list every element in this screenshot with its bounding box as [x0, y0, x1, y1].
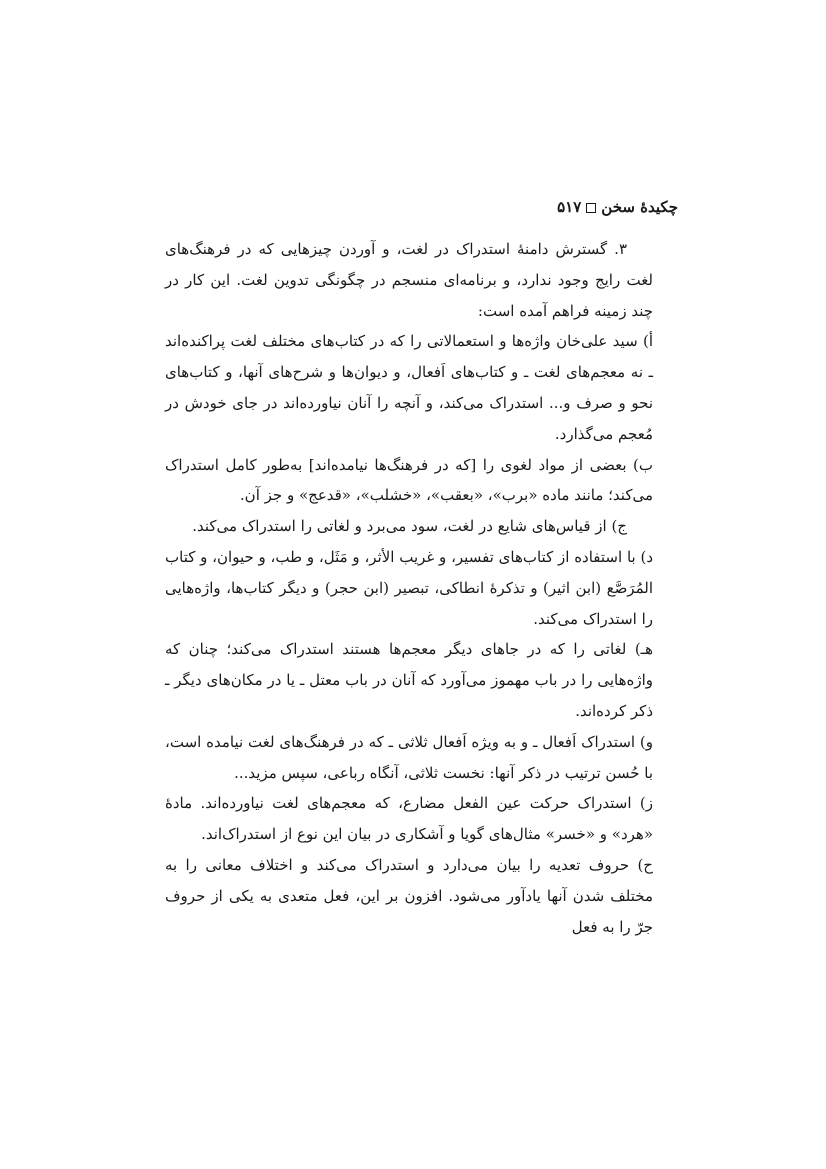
paragraph-he: هـ) لغاتی را که در جاهای دیگر معجم‌ها هستند استدراک می‌کند؛ چنان که واژه‌هایی را در باب مهموز می‌آورد که آنان در باب معتل ـ یا در مکان‌های دیگر ـ ذکر کرده‌اند. [165, 640, 653, 720]
body-text [165, 234, 653, 942]
paragraph-alef: أ) سید علی‌خان واژه‌ها و استعمالاتی را که در کتاب‌های مختلف لغت پراکنده‌اند ـ نه معجم‌های لغت ـ و کتاب‌های اَفعال، و دیوان‌ها و شرح‌های آنها، و کتاب‌های نحو و صرف و... استدراک می‌کند، و آنچه را آنان نیاورده‌اند در جای خودش در مُعجم می‌گذارد. [165, 332, 653, 443]
running-header [138, 196, 678, 218]
page-number: ۵۱۷ [557, 198, 582, 216]
header-title: چکیدهٔ سخن [601, 198, 678, 216]
square-bullet-icon [586, 203, 596, 213]
paragraph-vav: و) استدراک اَفعال ـ و به ویژه اَفعال ثلاثی ـ که در فرهنگ‌های لغت نیامده است، با حُسن ترتیب در ذکر آنها: نخست ثلاثی، آنگاه رباعی، سپس مزید... [165, 732, 653, 782]
paragraph-ze: ز) استدراک حرکت عین الفعل مضارع، که معجم‌های لغت نیاورده‌اند. مادهٔ «هرد» و «خسر» مثال‌های گویا و آشکاری در بیان این نوع از استدراک‌اند. [165, 794, 653, 844]
paragraph-jim: ج) از قیاس‌های شایع در لغت، سود می‌برد و لغاتی را استدراک می‌کند. [192, 517, 627, 536]
paragraph-be: ب) بعضی از مواد لغوی را [که در فرهنگ‌ها نیامده‌اند] به‌طور کامل استدراک می‌کند؛ مانند ماده «برب»، «بعقب»، «خشلب»، «قدعج» و جز آن. [165, 455, 653, 505]
paragraph-he-jimi: ح) حروف تعدیه را بیان می‌دارد و استدراک می‌کند و اختلاف معانی را به مختلف شدن آنها یادآور می‌شود. افزون بر این، فعل متعدی به یکی از حروف جرّ را به فعل [165, 855, 653, 936]
paragraph-dal: د) با استفاده از کتاب‌های تفسیر، و غریب الأثر، و مَثَل، و طب، و حیوان، و کتاب المُرَصَّع (ابن اثیر) و تذکرهٔ انطاکی، تبصیر (ابن حجر) و دیگر کتاب‌ها، واژه‌هایی را استدراک می‌کند. [165, 547, 653, 628]
paragraph-item-3: ۳. گسترش دامنهٔ استدراک در لغت، و آوردن چیزهایی که در فرهنگ‌های لغت رایج وجود ندارد، و برنامه‌ای منسجم در چگونگی تدوین لغت. این کار در چند زمینه فراهم آمده است: [165, 240, 653, 320]
